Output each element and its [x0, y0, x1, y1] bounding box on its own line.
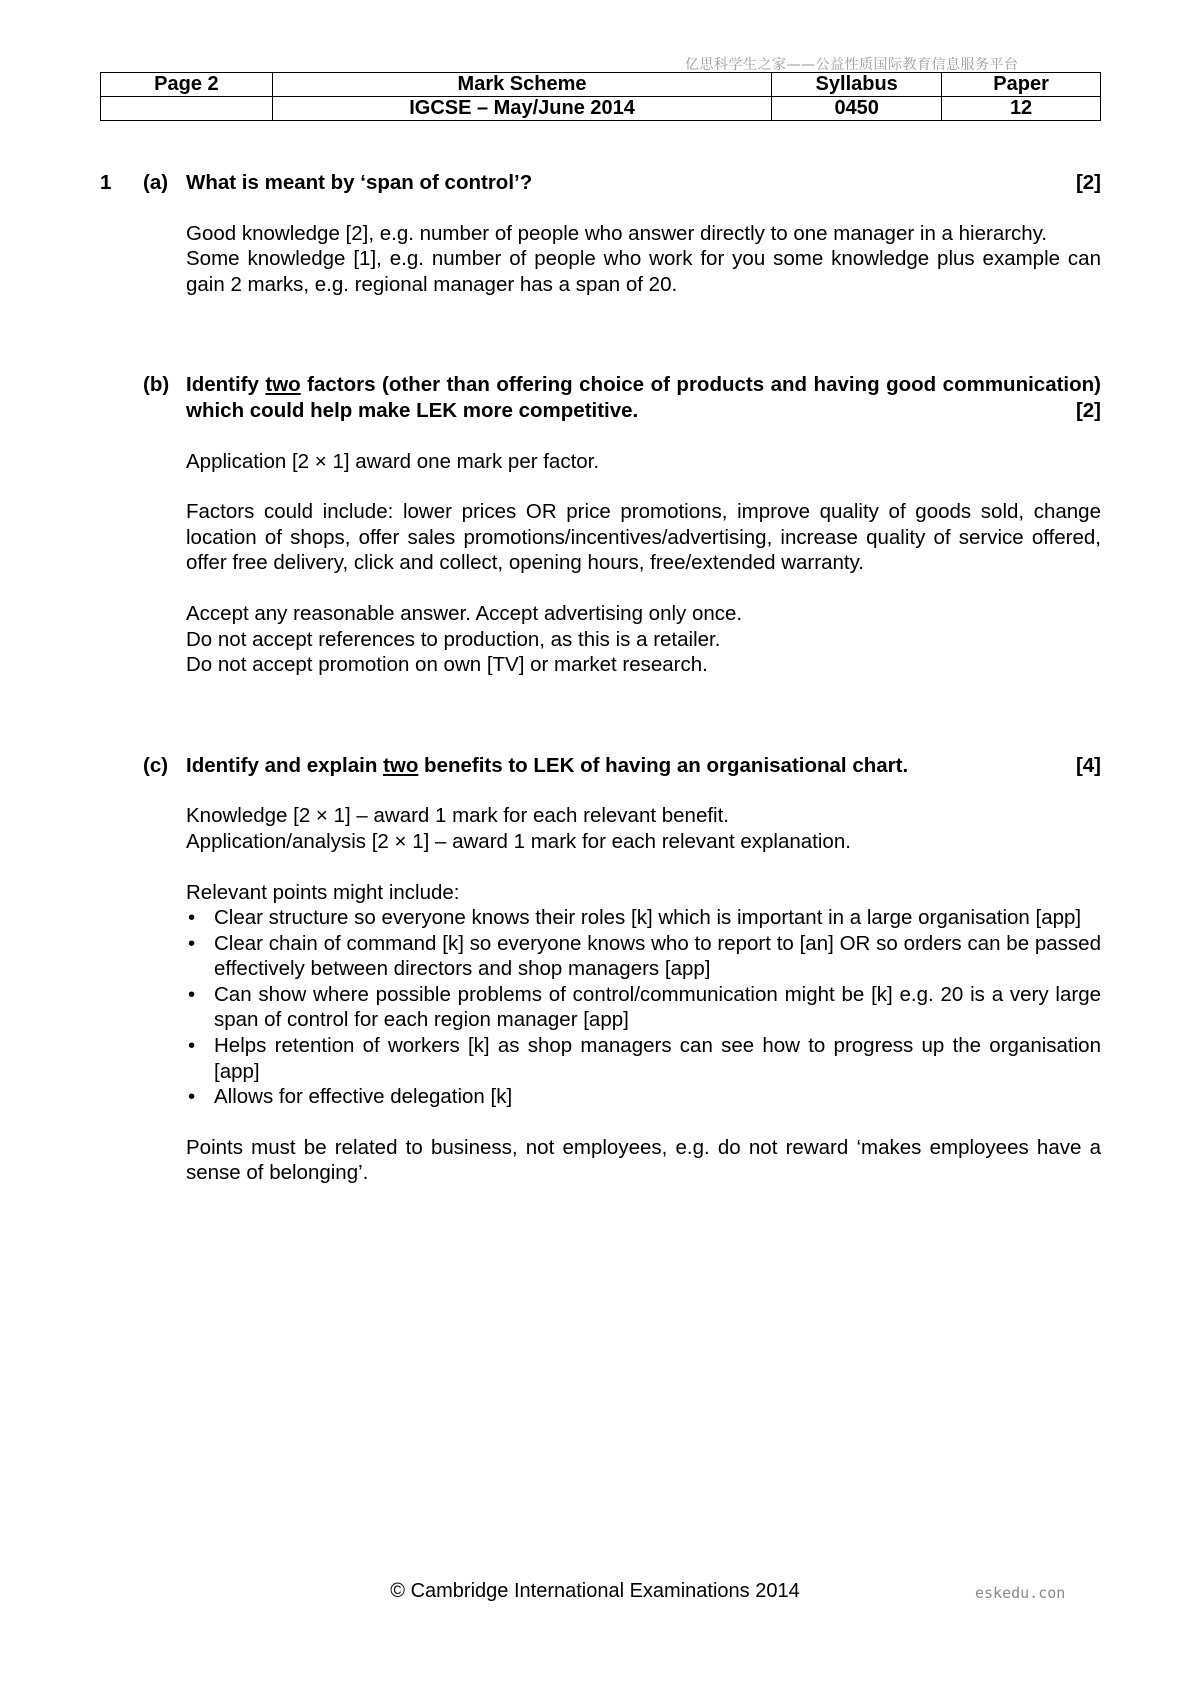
answer-paragraph: Points must be related to business, not employees, e.g. do not reward ‘makes employees have a sense of belonging’. [186, 1135, 1101, 1185]
header-row-1 [101, 73, 1101, 97]
answer-paragraph: Do not accept references to production, as this is a retailer. [186, 627, 721, 651]
question-marks: [4] [1075, 753, 1101, 777]
question-text-underlined: two [383, 753, 419, 777]
answer-paragraph: Relevant points might include: [186, 880, 460, 904]
question-text-underlined: two [265, 373, 301, 397]
header-row-2 [101, 97, 1101, 121]
question-number: 1 [100, 171, 112, 194]
question-part-label: (a) [143, 171, 169, 194]
question-1b [100, 372, 1101, 423]
bullet-list [186, 905, 1101, 1110]
watermark-top: 亿思科学生之家——公益性质国际教育信息服务平台 [685, 57, 1019, 73]
question-text-pre: Identify [186, 373, 266, 397]
answer-1a [186, 221, 1101, 298]
header-page: Page 2 [101, 73, 273, 97]
answer-paragraph: Some knowledge [1], e.g. number of people who work for you some knowledge plus example can gain 2 marks, e.g. regional manager has a span of 20. [186, 247, 1101, 296]
bullet-item: • Clear structure so everyone knows their roles [k] which is important in a large organisation [app] [186, 905, 1101, 931]
question-1a [100, 170, 1101, 196]
answer-paragraph: Good knowledge [2], e.g. number of people who answer directly to one manager in a hierarchy. [186, 221, 1048, 245]
answer-1b [186, 449, 1101, 678]
question-part-label: (c) [143, 753, 169, 777]
question-text-pre: Identify and explain [186, 753, 384, 777]
bullet-item: • Clear chain of command [k] so everyone knows who to report to [an] OR so orders can be passed effectively between directors and shop managers [app] [186, 931, 1101, 982]
footer-copyright: © Cambridge International Examinations 2014 [390, 1580, 800, 1602]
answer-paragraph: Accept any reasonable answer. Accept advertising only once. [186, 601, 743, 625]
header-title: Mark Scheme [272, 73, 771, 97]
question-marks: [2] [1075, 171, 1101, 194]
question-marks: [2] [1075, 398, 1101, 422]
header-exam: IGCSE – May/June 2014 [272, 97, 771, 121]
header-table [100, 72, 1101, 121]
bullet-item: • Can show where possible problems of control/communication might be [k] e.g. 20 is a very large span of control for each region manager [app] [186, 982, 1101, 1033]
mark-scheme-content [100, 170, 1101, 1186]
header-paper-label: Paper [942, 73, 1101, 97]
bullet-item: • Helps retention of workers [k] as shop managers can see how to progress up the organisation [app] [186, 1033, 1101, 1084]
answer-paragraph: Do not accept promotion on own [TV] or market research. [186, 653, 708, 677]
question-text-post: factors (other than offering choice of products and having good communication) which could help make LEK more competitive. [186, 373, 1101, 422]
question-part-label: (b) [143, 373, 170, 397]
answer-paragraph: Factors could include: lower prices OR price promotions, improve quality of goods sold, change location of shops, offer sales promotions/incentives/advertising, increase quality of service offered, offer free delivery, click and collect, opening hours, free/extended warranty. [186, 500, 1101, 575]
answer-1c [186, 803, 1101, 1186]
answer-paragraph: Application [2 × 1] award one mark per factor. [186, 449, 600, 473]
watermark-bottom: eskedu.con [975, 1584, 1066, 1602]
header-empty-cell [101, 97, 273, 121]
answer-paragraph: Knowledge [2 × 1] – award 1 mark for each relevant benefit. [186, 804, 729, 828]
header-paper-number: 12 [942, 97, 1101, 121]
header-syllabus-label: Syllabus [772, 73, 942, 97]
answer-paragraph: Application/analysis [2 × 1] – award 1 mark for each relevant explanation. [186, 829, 851, 853]
question-text-post: benefits to LEK of having an organisational chart. [418, 753, 909, 777]
question-1c [100, 753, 1101, 779]
question-text: What is meant by ‘span of control’? [186, 171, 533, 194]
bullet-item: • Allows for effective delegation [k] [186, 1084, 1101, 1110]
header-syllabus-code: 0450 [772, 97, 942, 121]
